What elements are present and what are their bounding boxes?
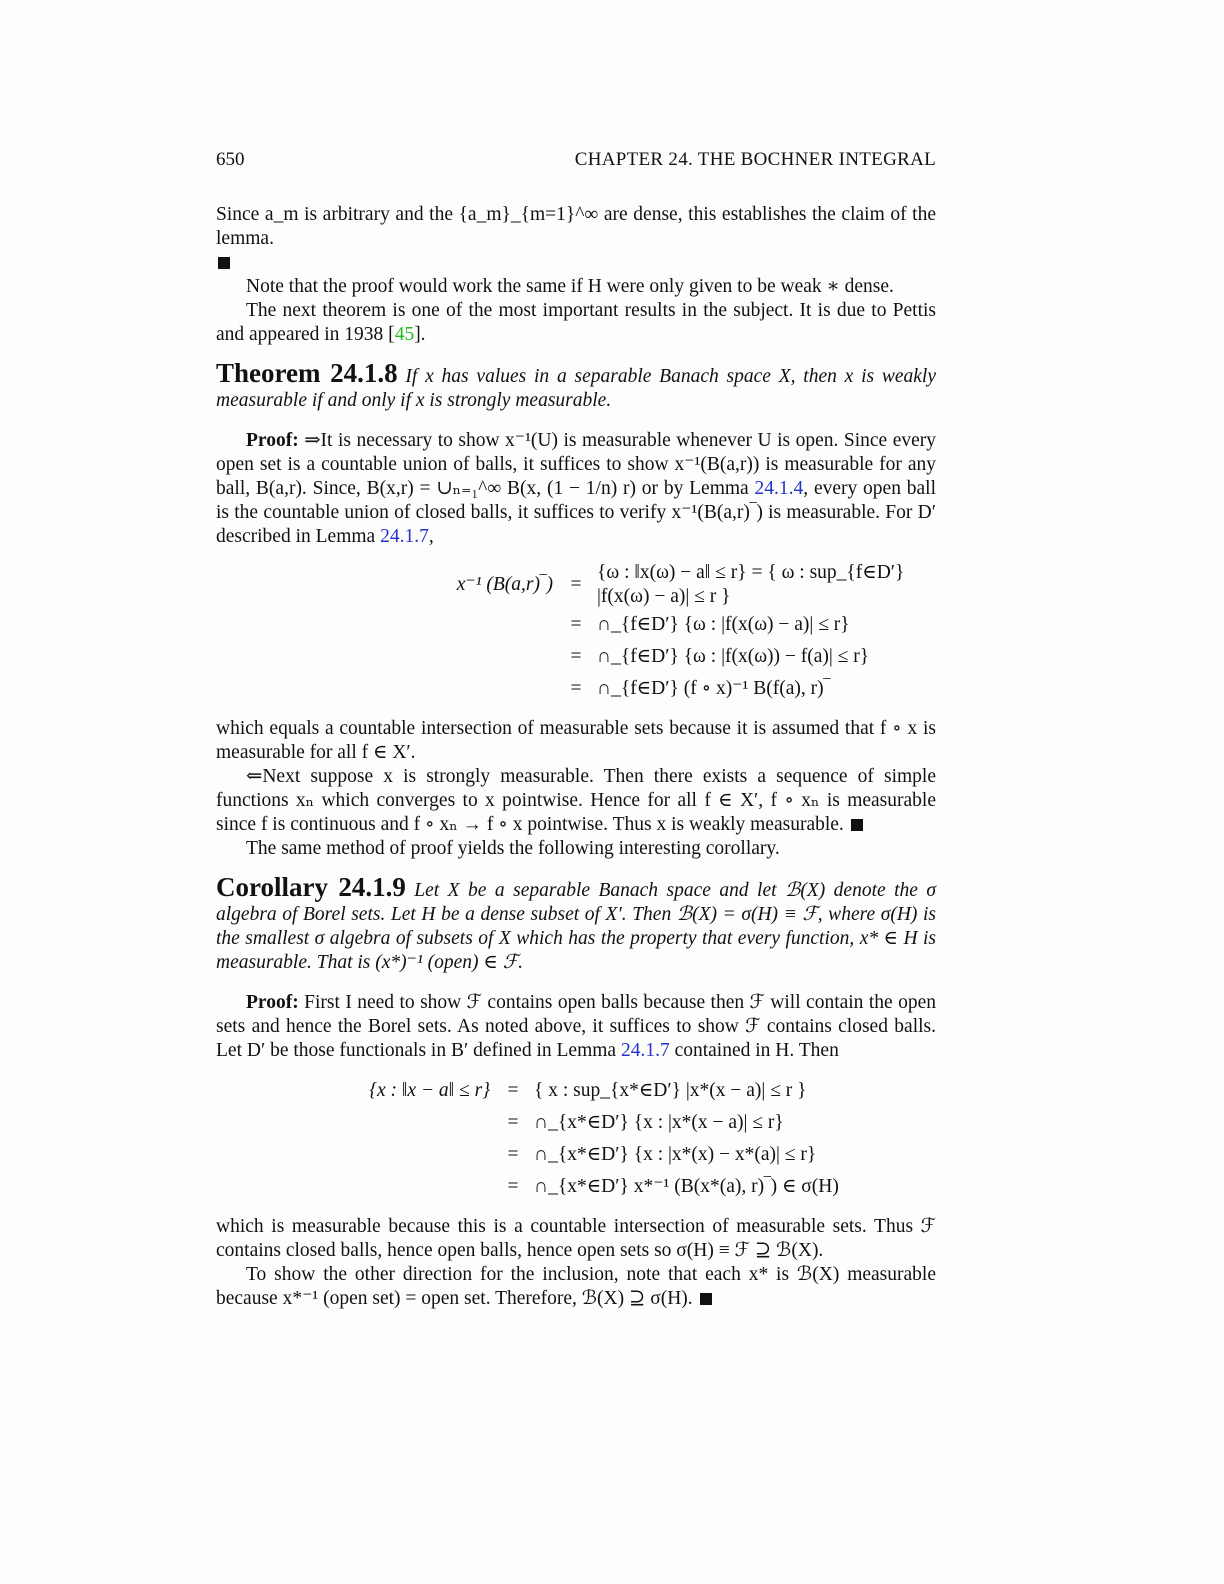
paragraph-intersection: which equals a countable intersection of measurable sets because it is assumed that f ∘ x is measurable for all f ∈ X′. — [216, 718, 936, 763]
eq8-rhs: ∩_{x*∈D′} x*⁻¹ (B(x*(a), r)‾) ∈ σ(H) — [534, 1176, 839, 1197]
eq6-rhs: ∩_{x*∈D′} {x : |x*(x − a)| ≤ r} — [534, 1112, 784, 1133]
paragraph-converse: ⇐Next suppose x is strongly measurable. Then there exists a sequence of simple functions xₙ which converges to x pointwise. Hence for all f ∈ X′, f ∘ xₙ is measurable since f is continuous and f ∘ xₙ → f ∘ x pointwise. Thus x is weakly measurable. — [216, 766, 936, 835]
eq1-rel: = — [570, 574, 582, 595]
eq4-rel: = — [570, 678, 582, 699]
eq7-rel: = — [507, 1144, 519, 1165]
lemma-link-24-1-7[interactable]: 24.1.7 — [380, 526, 429, 547]
eq4-rhs: ∩_{f∈D′} (f ∘ x)⁻¹ B(f(a), r)‾ — [597, 678, 831, 699]
page-body — [216, 203, 936, 1311]
corollary-label: Corollary 24.1.9 — [216, 872, 406, 902]
eq7-rhs: ∩_{x*∈D′} {x : |x*(x) − x*(a)| ≤ r} — [534, 1144, 817, 1165]
paragraph-other-direction: To show the other direction for the inclusion, note that each x* is ℬ(X) measurable because x*⁻¹ (open set) = open set. Therefore, ℬ(X) ⊇ σ(H). — [216, 1264, 936, 1309]
eq5-rel: = — [507, 1080, 519, 1101]
eq2-rhs: ∩_{f∈D′} {ω : |f(x(ω) − a)| ≤ r} — [597, 614, 850, 635]
equation-array-2 — [216, 1075, 936, 1203]
eq5-lhs: {x : ‖x − a‖ ≤ r} — [369, 1080, 490, 1101]
eq2-lhs — [216, 609, 559, 641]
paragraph-same-method: The same method of proof yields the following interesting corollary. — [246, 838, 780, 859]
eq2-rel: = — [570, 614, 582, 635]
eq8-rel: = — [507, 1176, 519, 1197]
page-header — [216, 148, 936, 172]
theorem-label: Theorem 24.1.8 — [216, 358, 398, 388]
eq3-lhs — [216, 641, 559, 673]
equation-array-1 — [216, 561, 936, 705]
eq6-rel: = — [507, 1112, 519, 1133]
paragraph-pettis: The next theorem is one of the most important results in the subject. It is due to Pettis and appeared in 1938 [45]. — [216, 300, 936, 345]
eq7-lhs — [216, 1139, 496, 1171]
proof-label: Proof: — [246, 430, 299, 451]
eq1-lhs: x⁻¹ (B(a,r)‾) — [456, 574, 553, 595]
theorem-statement: If x has values in a separable Banach space X, then x is weakly measurable if and only if x is strongly measurable. — [216, 366, 936, 411]
eq8-lhs — [216, 1171, 496, 1203]
lemma-link-24-1-7[interactable]: 24.1.7 — [620, 1040, 670, 1061]
corollary-statement: Let X be a separable Banach space and let ℬ(X) denote the σ algebra of Borel sets. Let H be a dense subset of X′. Then ℬ(X) = σ(H) ≡ ℱ, where σ(H) is the smallest σ algebra of subsets of X which has the property that every function, x* ∈ H is measurable. That is (x*)⁻¹ (open) ∈ ℱ. — [216, 880, 937, 973]
proof-corollary: Proof: First I need to show ℱ contains open balls because then ℱ will contain the open sets and hence the Borel sets. As noted above, it suffices to show ℱ contains closed balls. Let D′ be those functionals in B′ defined in Lemma 24.1.7 contained in H. Then — [216, 992, 937, 1061]
eq3-rel: = — [570, 646, 582, 667]
theorem-24-1-8 — [216, 358, 936, 413]
eq4-lhs — [216, 673, 559, 705]
proof-theorem: Proof: ⇒It is necessary to show x⁻¹(U) is measurable whenever U is open. Since every open set is a countable union of balls, it suffices to show x⁻¹(B(a,r)) is measurable for any ball, B(a,r). Since, B(x,r) = ∪ₙ₌₁^∞ B(x, (1 − 1/n) r) or by Lemma 24.1.4, every open ball is the countable union of closed balls, it suffices to verify x⁻¹(B(a,r)‾) is measurable. For D′ described in Lemma 24.1.7, — [216, 430, 936, 547]
qed-icon — [851, 819, 863, 831]
paragraph-closed-balls: which is measurable because this is a countable intersection of measurable sets. Thus ℱ contains closed balls, hence open balls, hence open sets so σ(H) ≡ ℱ ⊇ ℬ(X). — [216, 1216, 936, 1261]
running-head: CHAPTER 24. THE BOCHNER INTEGRAL — [574, 149, 936, 170]
proof-label: Proof: — [246, 992, 299, 1013]
eq1-rhs: {ω : ‖x(ω) − a‖ ≤ r} = { ω : sup_{f∈D′} |f(x(ω) − a)| ≤ r } — [597, 562, 905, 607]
paragraph-lemma-end: Since a_m is arbitrary and the {a_m}_{m=1}^∞ are dense, this establishes the claim of the lemma. — [216, 203, 936, 275]
eq5-rhs: { x : sup_{x*∈D′} |x*(x − a)| ≤ r } — [534, 1080, 807, 1101]
page-number: 650 — [216, 149, 245, 170]
eq3-rhs: ∩_{f∈D′} {ω : |f(x(ω)) − f(a)| ≤ r} — [597, 646, 870, 667]
lemma-link-24-1-4[interactable]: 24.1.4 — [754, 478, 804, 499]
qed-icon — [700, 1293, 712, 1305]
paragraph-weak-dense: Note that the proof would work the same if H were only given to be weak ∗ dense. — [246, 276, 894, 297]
eq6-lhs — [216, 1107, 496, 1139]
corollary-24-1-9 — [216, 872, 937, 975]
qed-icon — [218, 257, 230, 269]
citation-link[interactable]: 45 — [394, 324, 415, 345]
